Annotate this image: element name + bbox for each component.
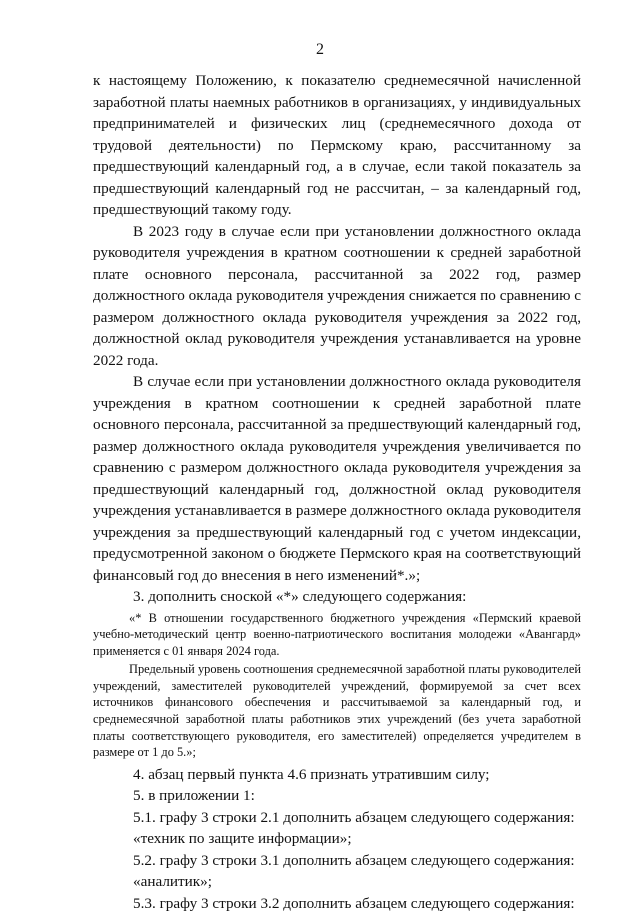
list-item-5-1: 5.1. графу 3 строки 2.1 дополнить абзацем следующего содержания:: [133, 808, 575, 826]
document-body: [93, 70, 581, 914]
paragraph-2023-salary: В 2023 году в случае если при установлении должностного оклада руководителя учреждения в кратном соотношении к средней заработной плате основного персонала, рассчитанной за 2022 год, размер должностного оклада руководителя учреждения снижается по сравнению с размером должностного оклада руководителя учреждения за 2022 год, должностной оклад руководителя учреждения устанавливается на уровне 2022 года.: [93, 222, 581, 369]
list-item-4: 4. абзац первый пункта 4.6 признать утратившим силу;: [133, 765, 490, 783]
list-item-5-1-value: «техник по защите информации»;: [133, 830, 352, 848]
list-item-5-3: 5.3. графу 3 строки 3.2 дополнить абзацем следующего содержания:: [133, 894, 575, 912]
list-item-5-2: 5.2. графу 3 строки 3.1 дополнить абзацем следующего содержания:: [133, 851, 575, 869]
paragraph-footnote-addition: 3. дополнить сноской «*» следующего содержания:: [133, 588, 467, 605]
footnote-text-2: Предельный уровень соотношения среднемесячной заработной платы руководителей учреждений, заместителей руководителей учреждений, формируемой за счет всех источников финансового обеспечения и рассчитываемой за календарный год, и среднемесячной заработной платы работников этих учреждений (без учета заработной платы соответствующего руководителя, его заместителей) определяется учредителем в размере от 1 до 5.»;: [93, 662, 581, 760]
paragraph-salary-increase: В случае если при установлении должностного оклада руководителя учреждения в кратном соотношении к средней заработной плате основного персонала, рассчитанной за предшествующий календарный год, размер должностного оклада руководителя учреждения увеличивается по сравнению с размером должностного оклада руководителя учреждения за предшествующий календарный год, должностной оклад руководителя учреждения устанавливается в размере должностного оклада руководителя учреждения за предшествующий календарный год с учетом индексации, предусмотренной законом о бюджете Пермского края на соответствующий финансовый год до внесения в него изменений*.»;: [93, 373, 581, 584]
paragraph-continuation: к настоящему Положению, к показателю среднемесячной начисленной заработной платы наемных работников в организациях, у индивидуальных предпринимателей и физических лиц (среднемесячного дохода от трудовой деятельности) по Пермскому краю, рассчитанному за предшествующий календарный год, а в случае, если такой показатель за предшествующий календарный год не рассчитан, – за календарный год, предшествующий такому году.: [93, 72, 581, 218]
page-number: 2: [316, 41, 324, 58]
footnote-text-1: «* В отношении государственного бюджетного учреждения «Пермский краевой учебно-методический центр военно-патриотического воспитания молодежи «Авангард» применяется с 01 января 2024 года.: [93, 610, 581, 658]
list-item-5: 5. в приложении 1:: [133, 787, 255, 805]
list-item-5-2-value: «аналитик»;: [133, 873, 213, 891]
